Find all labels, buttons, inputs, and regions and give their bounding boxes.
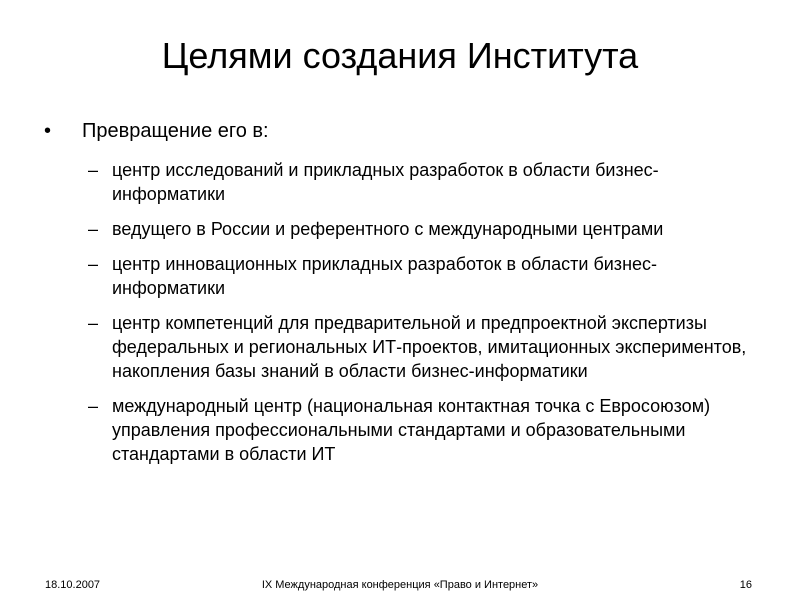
sub-item [52,311,752,383]
bullet-text: Превращение его в: [82,120,269,142]
sub-list [52,158,752,466]
footer-conference: IX Международная конференция «Право и Интернет» [261,579,539,591]
sub-item-text: международный центр (национальная контактная точка с Евросоюзом) управления профессиональными стандартами и образовательными стандартами в области ИТ [112,396,711,464]
bullet-item [44,118,752,144]
sub-item-text: центр инновационных прикладных разработок в области бизнес-информатики [112,254,658,298]
sub-item [52,158,752,206]
footer-page-number: 16 [739,579,752,591]
slide-title: Целями создания Института [161,35,639,76]
dash-icon: – [88,313,99,333]
dash-icon: – [88,219,99,239]
slide-content [44,118,752,477]
footer-date: 18.10.2007 [45,579,101,591]
sub-item-text: ведущего в России и референтного с международными центрами [112,219,664,239]
sub-item-text: центр исследований и прикладных разработок в области бизнес-информатики [112,160,659,204]
dash-icon: – [88,254,99,274]
sub-item [52,217,752,241]
sub-item [52,252,752,300]
sub-item-text: центр компетенций для предварительной и предпроектной экспертизы федеральных и региональных ИТ-проектов, имитационных экспериментов, накопления базы знаний в области бизнес-информатики [112,313,747,381]
dash-icon: – [88,396,99,416]
bullet-icon: • [44,120,52,142]
dash-icon: – [88,160,99,180]
sub-item [52,394,752,466]
